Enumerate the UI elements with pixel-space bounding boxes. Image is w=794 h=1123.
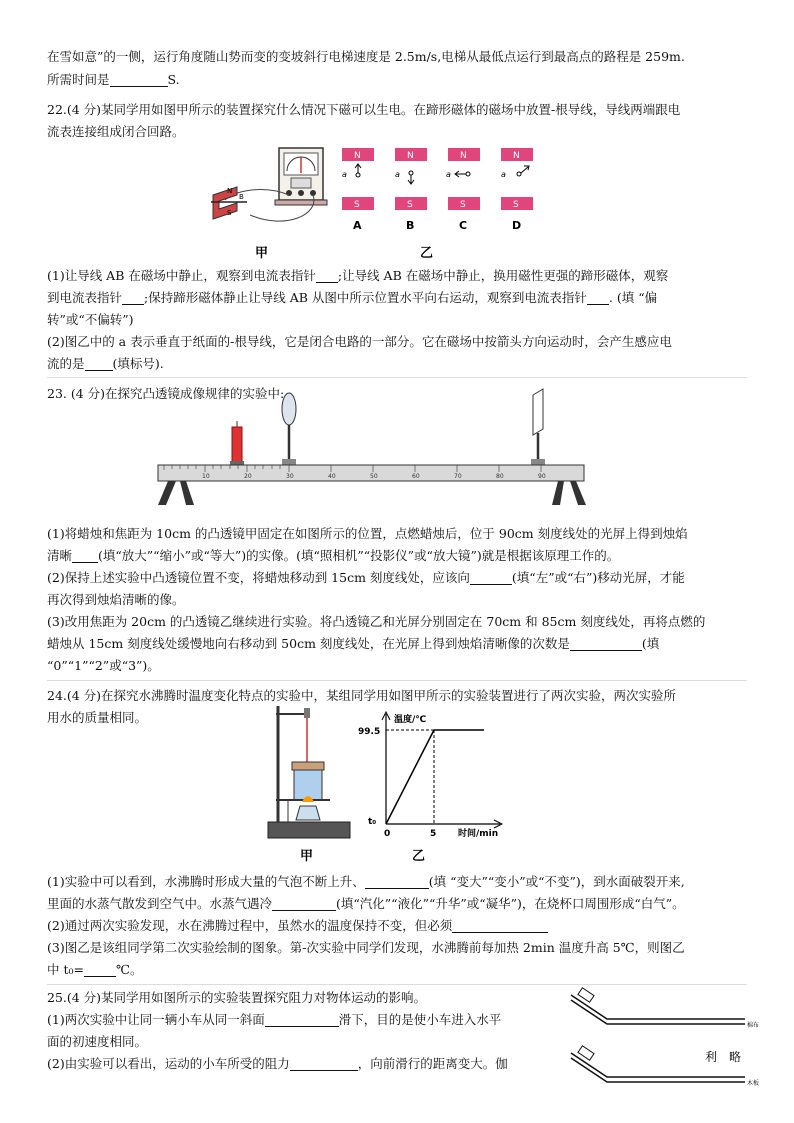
svg-text:B: B	[239, 193, 244, 201]
q24-stem-line2: 用水的质量相同。	[47, 710, 148, 725]
conductor-label: a	[446, 170, 451, 179]
answer-blank[interactable]	[265, 1012, 339, 1027]
convex-lens-icon	[282, 393, 296, 465]
svg-text:S: S	[227, 209, 232, 217]
tick-label: 30	[286, 473, 294, 480]
answer-blank[interactable]	[316, 268, 338, 283]
q25-ramp-svg	[565, 985, 775, 1105]
answer-blank[interactable]	[470, 570, 512, 585]
q23-p3-line3: “0”“1”“2”或“3”)。	[47, 658, 160, 673]
divider	[47, 377, 747, 378]
option-a-label: A	[353, 219, 362, 232]
answer-blank[interactable]	[84, 962, 116, 977]
answer-blank[interactable]	[110, 72, 168, 87]
q22-p1-line1: (1)让导线 AB 在磁场中静止，观察到电流表指针 ;让导线 AB 在磁场中静止，换用磁性更强的蹄形磁体，观察	[47, 268, 669, 283]
q25-stem: 25.(4 分)某同学用如图所示的实验装置探究阻力对物体运动的影响。	[47, 990, 427, 1005]
optical-bench-svg	[150, 385, 590, 510]
q21-line2: 所需时间是 S.	[47, 72, 180, 87]
q22-apparatus-svg	[205, 145, 550, 265]
answer-blank[interactable]	[85, 356, 113, 371]
q25-text-fragment: 利 略	[705, 1050, 742, 1064]
q23-p1-line2: 清晰 (填“放大”“缩小”或“等大”)的实像。(填“照相机”“投影仪”或“放大镜”)就是根据该原理工作的。	[47, 548, 620, 563]
graph-x-tick: 5	[430, 829, 437, 839]
option-b-magnets	[395, 148, 427, 232]
surface-label-wood: 木板	[747, 1080, 760, 1087]
magnet-n-label: N	[407, 151, 414, 161]
answer-blank[interactable]	[587, 290, 609, 305]
graph-origin: 0	[384, 829, 391, 839]
graph-y-axis-label: 温度/℃	[394, 715, 427, 725]
q24-p1-line2: 里面的水蒸气散发到空气中。水蒸气遇冷 (填“汽化”“液化”“升华”或“凝华”)，在烧杯口周围形成“白气”。	[47, 896, 685, 911]
q24-p3-line1: (3)图乙是该组同学第二次实验绘制的图象。第-次实验中同学们发现，水沸腾前每加热 2min 温度升高 5℃，则图乙	[47, 940, 685, 955]
q25-figure	[565, 985, 775, 1105]
q22-stem-line1: 22.(4 分)某同学用如图甲所示的装置探究什么情况下磁可以生电。在蹄形磁体的磁场中放置-根导线，导线两端跟电	[47, 102, 681, 117]
answer-blank[interactable]	[452, 918, 548, 933]
q23-p2-line1: (2)保持上述实验中凸透镜位置不变，将蜡烛移动到 15cm 刻度线处，应该向 (填“左”或“右”)移动光屏，才能	[47, 570, 685, 585]
q23-p1-line1: (1)将蜡烛和焦距为 10cm 的凸透镜甲固定在如图所示的位置，点燃蜡烛后，位于 90cm 刻度线处的光屏上得到烛焰	[47, 526, 688, 541]
q23-stem: 23. (4 分)在探究凸透镜成像规律的实验中:	[47, 386, 285, 401]
light-screen-icon	[531, 389, 545, 465]
candle-icon	[230, 421, 244, 465]
magnet-s-label: S	[354, 200, 360, 210]
fig-label-jia: 甲	[300, 849, 314, 864]
ramp-cloth-icon	[571, 988, 759, 1029]
graph-x-axis-label: 时间/min	[458, 829, 499, 839]
answer-blank[interactable]	[272, 896, 336, 911]
q25-p1-line2: 面的初速度相同。	[47, 1034, 148, 1049]
graph-t0-label: t₀	[368, 817, 377, 827]
q22-figure	[205, 145, 550, 265]
option-a-magnets	[342, 148, 374, 232]
q21-line1: 在雪如意”的一侧，运行角度随山势而变的变坡斜行电梯速度是 2.5m/s,电梯从最低点运行到最高点的路程是 259m.	[47, 49, 685, 64]
option-d-label: D	[512, 219, 522, 232]
q23-p2-line2: 再次得到烛焰清晰的像。	[47, 592, 185, 607]
tick-label: 10	[202, 473, 210, 480]
tick-label: 70	[454, 473, 462, 480]
tick-label: 90	[538, 473, 546, 480]
q24-figure	[262, 700, 527, 870]
q23-p3-line2: 蜡烛从 15cm 刻度线处缓慢地向右移动到 50cm 刻度线处，在光屏上得到烛焰清晰像的次数是 (填	[47, 636, 660, 651]
graph-y-tick: 99.5	[358, 727, 381, 737]
tick-label: 50	[370, 473, 378, 480]
answer-blank[interactable]	[122, 290, 144, 305]
option-d-magnets	[501, 148, 533, 232]
tick-label: 60	[412, 473, 420, 480]
option-c-magnets	[446, 148, 480, 232]
q22-p2-line2: 流的是 (填标号).	[47, 356, 164, 371]
magnet-n-label: N	[460, 151, 467, 161]
svg-text:N: N	[227, 187, 233, 195]
magnet-s-label: S	[407, 200, 413, 210]
q23-optical-bench	[150, 385, 590, 510]
conductor-label: a	[342, 170, 347, 179]
q24-stem-line1: 24.(4 分)在探究水沸腾时温度变化特点的实验中，某组同学用如图甲所示的实验装置进行了两次实验，两次实验所	[47, 688, 677, 703]
fig-label-jia: 甲	[255, 246, 269, 261]
tick-label: 20	[244, 473, 252, 480]
divider	[47, 680, 747, 681]
conductor-label: a	[501, 170, 506, 179]
q23-p3-line1: (3)改用焦距为 20cm 的凸透镜乙继续进行实验。将凸透镜乙和光屏分别固定在 70cm 和 85cm 刻度线处，再将点燃的	[47, 614, 706, 629]
answer-blank[interactable]	[570, 636, 642, 651]
magnet-s-label: S	[513, 200, 519, 210]
q24-p1-line1: (1)实验中可以看到，水沸腾时形成大量的气泡不断上升、 (填 “变大”“变小”或“不变”)，到水面破裂开来,	[47, 874, 685, 889]
tick-label: 40	[328, 473, 336, 480]
option-c-label: C	[459, 219, 468, 232]
answer-blank[interactable]	[290, 1056, 358, 1071]
conductor-label: a	[395, 170, 400, 179]
q24-p2: (2)通过两次实验发现，水在沸腾过程中，虽然水的温度保持不变，但必须	[47, 916, 548, 936]
q22-p2-line1: (2)图乙中的 a 表示垂直于纸面的-根导线，它是闭合电路的一部分。它在磁场中按箭头方向运动时，会产生感应电	[47, 334, 672, 349]
q22-stem-line2: 流表连接组成闭合回路。	[47, 124, 185, 139]
magnet-n-label: N	[513, 151, 520, 161]
magnet-n-label: N	[354, 151, 361, 161]
q24-figure-svg	[262, 700, 527, 870]
q22-options-group	[342, 148, 533, 232]
option-b-label: B	[406, 219, 415, 232]
fig-label-yi: 乙	[420, 246, 434, 261]
galvanometer-icon	[275, 148, 327, 205]
magnet-s-label: S	[460, 200, 466, 210]
answer-blank[interactable]	[365, 874, 429, 889]
answer-blank[interactable]	[72, 548, 98, 563]
fig-label-yi: 乙	[412, 849, 426, 864]
temperature-time-graph	[358, 712, 502, 839]
q22-p1-line2: 到电流表指针 ;保持蹄形磁体静止让导线 AB 从图中所示位置水平向右运动，观察到电流表指针 . (填 “偏	[47, 290, 658, 305]
q24-p3-line2: 中 t₀= ℃。	[47, 962, 143, 977]
q25-p2-line1: (2)由实验可以看出，运动的小车所受的阻力 ，向前滑行的距离变大。伽	[47, 1056, 508, 1071]
q25-p1-line1: (1)两次实验中让同一辆小车从同一斜面 滑下，目的是使小车进入水平	[47, 1012, 502, 1027]
surface-label-cloth: 棉布	[747, 1022, 760, 1029]
tick-label: 80	[496, 473, 504, 480]
boiling-apparatus-icon	[268, 706, 350, 838]
q22-p1-line3: 转”或“不偏转”)	[47, 312, 134, 327]
